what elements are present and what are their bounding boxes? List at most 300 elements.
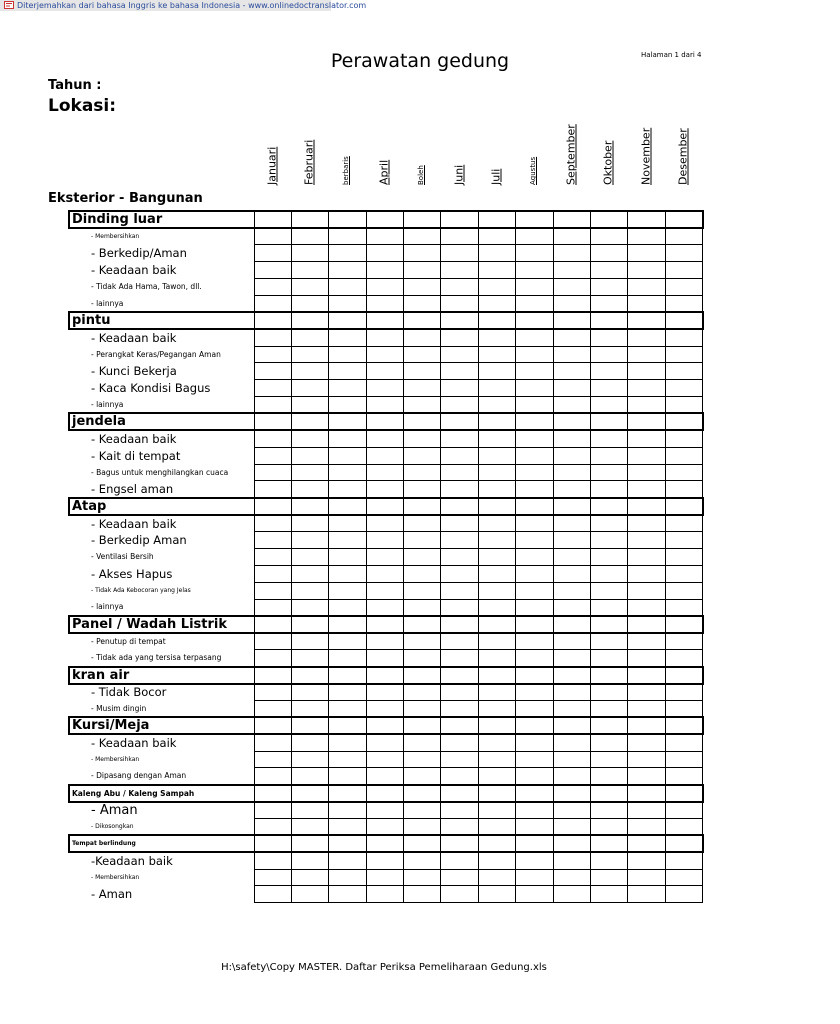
check-cell[interactable] xyxy=(628,363,665,380)
check-cell[interactable] xyxy=(366,464,403,481)
check-cell[interactable] xyxy=(591,532,628,549)
check-cell[interactable] xyxy=(329,599,366,616)
check-cell[interactable] xyxy=(441,515,478,532)
check-cell[interactable] xyxy=(366,751,403,768)
check-cell[interactable] xyxy=(254,346,291,363)
check-cell[interactable] xyxy=(366,599,403,616)
check-cell[interactable] xyxy=(553,380,590,397)
check-cell[interactable] xyxy=(553,869,590,886)
check-cell[interactable] xyxy=(516,312,553,329)
check-cell[interactable] xyxy=(366,886,403,903)
check-cell[interactable] xyxy=(291,245,328,262)
check-cell[interactable] xyxy=(254,498,291,515)
check-cell[interactable] xyxy=(291,430,328,447)
check-cell[interactable] xyxy=(329,886,366,903)
check-cell[interactable] xyxy=(516,616,553,633)
check-cell[interactable] xyxy=(329,380,366,397)
check-cell[interactable] xyxy=(591,447,628,464)
check-cell[interactable] xyxy=(591,633,628,650)
check-cell[interactable] xyxy=(366,245,403,262)
check-cell[interactable] xyxy=(628,295,665,312)
check-cell[interactable] xyxy=(478,262,515,279)
check-cell[interactable] xyxy=(665,515,702,532)
check-cell[interactable] xyxy=(404,211,441,228)
check-cell[interactable] xyxy=(404,329,441,346)
check-cell[interactable] xyxy=(665,633,702,650)
check-cell[interactable] xyxy=(441,869,478,886)
check-cell[interactable] xyxy=(478,430,515,447)
check-cell[interactable] xyxy=(254,245,291,262)
check-cell[interactable] xyxy=(366,312,403,329)
check-cell[interactable] xyxy=(291,380,328,397)
check-cell[interactable] xyxy=(478,768,515,785)
check-cell[interactable] xyxy=(591,481,628,498)
check-cell[interactable] xyxy=(665,886,702,903)
check-cell[interactable] xyxy=(329,279,366,296)
check-cell[interactable] xyxy=(291,228,328,245)
check-cell[interactable] xyxy=(478,549,515,566)
check-cell[interactable] xyxy=(591,380,628,397)
check-cell[interactable] xyxy=(628,481,665,498)
check-cell[interactable] xyxy=(628,413,665,430)
check-cell[interactable] xyxy=(553,633,590,650)
check-cell[interactable] xyxy=(665,211,702,228)
check-cell[interactable] xyxy=(516,397,553,414)
check-cell[interactable] xyxy=(628,312,665,329)
check-cell[interactable] xyxy=(404,245,441,262)
check-cell[interactable] xyxy=(516,599,553,616)
check-cell[interactable] xyxy=(628,869,665,886)
check-cell[interactable] xyxy=(665,498,702,515)
check-cell[interactable] xyxy=(591,802,628,819)
check-cell[interactable] xyxy=(553,667,590,684)
check-cell[interactable] xyxy=(404,734,441,751)
check-cell[interactable] xyxy=(516,447,553,464)
check-cell[interactable] xyxy=(628,211,665,228)
check-cell[interactable] xyxy=(254,312,291,329)
check-cell[interactable] xyxy=(291,633,328,650)
check-cell[interactable] xyxy=(366,262,403,279)
check-cell[interactable] xyxy=(478,498,515,515)
check-cell[interactable] xyxy=(404,549,441,566)
check-cell[interactable] xyxy=(254,228,291,245)
check-cell[interactable] xyxy=(516,582,553,599)
check-cell[interactable] xyxy=(591,211,628,228)
check-cell[interactable] xyxy=(441,312,478,329)
check-cell[interactable] xyxy=(441,852,478,869)
check-cell[interactable] xyxy=(404,802,441,819)
check-cell[interactable] xyxy=(628,515,665,532)
check-cell[interactable] xyxy=(553,802,590,819)
check-cell[interactable] xyxy=(553,397,590,414)
check-cell[interactable] xyxy=(478,279,515,296)
check-cell[interactable] xyxy=(628,700,665,717)
check-cell[interactable] xyxy=(591,295,628,312)
check-cell[interactable] xyxy=(404,295,441,312)
check-cell[interactable] xyxy=(516,700,553,717)
check-cell[interactable] xyxy=(665,565,702,582)
check-cell[interactable] xyxy=(516,717,553,734)
check-cell[interactable] xyxy=(329,211,366,228)
check-cell[interactable] xyxy=(516,329,553,346)
check-cell[interactable] xyxy=(665,430,702,447)
check-cell[interactable] xyxy=(628,818,665,835)
check-cell[interactable] xyxy=(665,363,702,380)
check-cell[interactable] xyxy=(665,413,702,430)
check-cell[interactable] xyxy=(478,667,515,684)
check-cell[interactable] xyxy=(291,565,328,582)
check-cell[interactable] xyxy=(366,295,403,312)
check-cell[interactable] xyxy=(254,886,291,903)
check-cell[interactable] xyxy=(366,734,403,751)
check-cell[interactable] xyxy=(628,852,665,869)
check-cell[interactable] xyxy=(478,886,515,903)
check-cell[interactable] xyxy=(291,329,328,346)
check-cell[interactable] xyxy=(516,650,553,667)
check-cell[interactable] xyxy=(553,413,590,430)
check-cell[interactable] xyxy=(591,262,628,279)
check-cell[interactable] xyxy=(441,498,478,515)
check-cell[interactable] xyxy=(366,818,403,835)
check-cell[interactable] xyxy=(291,751,328,768)
check-cell[interactable] xyxy=(404,262,441,279)
check-cell[interactable] xyxy=(516,886,553,903)
check-cell[interactable] xyxy=(254,700,291,717)
check-cell[interactable] xyxy=(553,481,590,498)
check-cell[interactable] xyxy=(329,329,366,346)
check-cell[interactable] xyxy=(553,464,590,481)
check-cell[interactable] xyxy=(291,447,328,464)
check-cell[interactable] xyxy=(628,245,665,262)
check-cell[interactable] xyxy=(329,802,366,819)
check-cell[interactable] xyxy=(441,346,478,363)
check-cell[interactable] xyxy=(553,852,590,869)
check-cell[interactable] xyxy=(591,515,628,532)
check-cell[interactable] xyxy=(591,869,628,886)
check-cell[interactable] xyxy=(665,869,702,886)
check-cell[interactable] xyxy=(366,498,403,515)
check-cell[interactable] xyxy=(478,751,515,768)
check-cell[interactable] xyxy=(404,785,441,802)
check-cell[interactable] xyxy=(366,565,403,582)
check-cell[interactable] xyxy=(665,346,702,363)
check-cell[interactable] xyxy=(254,667,291,684)
check-cell[interactable] xyxy=(441,650,478,667)
check-cell[interactable] xyxy=(478,245,515,262)
check-cell[interactable] xyxy=(553,245,590,262)
check-cell[interactable] xyxy=(366,667,403,684)
check-cell[interactable] xyxy=(665,700,702,717)
check-cell[interactable] xyxy=(291,768,328,785)
check-cell[interactable] xyxy=(665,684,702,701)
check-cell[interactable] xyxy=(516,279,553,296)
check-cell[interactable] xyxy=(329,633,366,650)
check-cell[interactable] xyxy=(254,852,291,869)
check-cell[interactable] xyxy=(366,532,403,549)
check-cell[interactable] xyxy=(628,464,665,481)
check-cell[interactable] xyxy=(441,599,478,616)
check-cell[interactable] xyxy=(478,346,515,363)
check-cell[interactable] xyxy=(404,312,441,329)
check-cell[interactable] xyxy=(254,532,291,549)
check-cell[interactable] xyxy=(516,245,553,262)
check-cell[interactable] xyxy=(516,549,553,566)
check-cell[interactable] xyxy=(254,650,291,667)
check-cell[interactable] xyxy=(516,346,553,363)
check-cell[interactable] xyxy=(441,734,478,751)
check-cell[interactable] xyxy=(329,549,366,566)
check-cell[interactable] xyxy=(441,295,478,312)
check-cell[interactable] xyxy=(516,734,553,751)
check-cell[interactable] xyxy=(441,667,478,684)
check-cell[interactable] xyxy=(254,464,291,481)
check-cell[interactable] xyxy=(366,211,403,228)
check-cell[interactable] xyxy=(628,802,665,819)
check-cell[interactable] xyxy=(366,279,403,296)
check-cell[interactable] xyxy=(366,650,403,667)
check-cell[interactable] xyxy=(291,464,328,481)
check-cell[interactable] xyxy=(628,498,665,515)
check-cell[interactable] xyxy=(665,667,702,684)
check-cell[interactable] xyxy=(291,717,328,734)
check-cell[interactable] xyxy=(404,852,441,869)
check-cell[interactable] xyxy=(404,886,441,903)
check-cell[interactable] xyxy=(516,684,553,701)
check-cell[interactable] xyxy=(591,684,628,701)
check-cell[interactable] xyxy=(516,785,553,802)
check-cell[interactable] xyxy=(291,363,328,380)
check-cell[interactable] xyxy=(291,869,328,886)
check-cell[interactable] xyxy=(516,565,553,582)
check-cell[interactable] xyxy=(329,397,366,414)
banner-text[interactable]: Diterjemahkan dari bahasa Inggris ke bahasa Indonesia - www.onlinedoctranslator.com xyxy=(17,1,367,10)
check-cell[interactable] xyxy=(478,464,515,481)
check-cell[interactable] xyxy=(553,295,590,312)
check-cell[interactable] xyxy=(404,684,441,701)
check-cell[interactable] xyxy=(254,717,291,734)
check-cell[interactable] xyxy=(441,633,478,650)
check-cell[interactable] xyxy=(254,397,291,414)
check-cell[interactable] xyxy=(291,295,328,312)
check-cell[interactable] xyxy=(291,481,328,498)
check-cell[interactable] xyxy=(665,532,702,549)
check-cell[interactable] xyxy=(404,430,441,447)
check-cell[interactable] xyxy=(404,616,441,633)
check-cell[interactable] xyxy=(553,684,590,701)
check-cell[interactable] xyxy=(329,346,366,363)
check-cell[interactable] xyxy=(366,785,403,802)
check-cell[interactable] xyxy=(404,498,441,515)
check-cell[interactable] xyxy=(665,295,702,312)
check-cell[interactable] xyxy=(516,363,553,380)
check-cell[interactable] xyxy=(478,633,515,650)
check-cell[interactable] xyxy=(628,616,665,633)
check-cell[interactable] xyxy=(329,700,366,717)
check-cell[interactable] xyxy=(665,734,702,751)
check-cell[interactable] xyxy=(254,835,291,852)
check-cell[interactable] xyxy=(291,818,328,835)
check-cell[interactable] xyxy=(366,481,403,498)
check-cell[interactable] xyxy=(628,380,665,397)
check-cell[interactable] xyxy=(516,211,553,228)
check-cell[interactable] xyxy=(404,532,441,549)
check-cell[interactable] xyxy=(628,717,665,734)
check-cell[interactable] xyxy=(441,768,478,785)
check-cell[interactable] xyxy=(478,684,515,701)
check-cell[interactable] xyxy=(591,228,628,245)
check-cell[interactable] xyxy=(591,397,628,414)
check-cell[interactable] xyxy=(591,650,628,667)
check-cell[interactable] xyxy=(516,751,553,768)
check-cell[interactable] xyxy=(591,279,628,296)
check-cell[interactable] xyxy=(478,717,515,734)
check-cell[interactable] xyxy=(291,734,328,751)
check-cell[interactable] xyxy=(329,464,366,481)
check-cell[interactable] xyxy=(478,582,515,599)
check-cell[interactable] xyxy=(329,869,366,886)
check-cell[interactable] xyxy=(329,295,366,312)
check-cell[interactable] xyxy=(254,549,291,566)
check-cell[interactable] xyxy=(553,734,590,751)
check-cell[interactable] xyxy=(591,413,628,430)
check-cell[interactable] xyxy=(291,211,328,228)
check-cell[interactable] xyxy=(628,768,665,785)
check-cell[interactable] xyxy=(366,397,403,414)
check-cell[interactable] xyxy=(665,481,702,498)
check-cell[interactable] xyxy=(591,835,628,852)
check-cell[interactable] xyxy=(628,329,665,346)
check-cell[interactable] xyxy=(516,633,553,650)
check-cell[interactable] xyxy=(254,481,291,498)
check-cell[interactable] xyxy=(404,515,441,532)
check-cell[interactable] xyxy=(254,413,291,430)
check-cell[interactable] xyxy=(291,397,328,414)
check-cell[interactable] xyxy=(441,380,478,397)
check-cell[interactable] xyxy=(254,818,291,835)
check-cell[interactable] xyxy=(591,245,628,262)
check-cell[interactable] xyxy=(553,430,590,447)
check-cell[interactable] xyxy=(628,684,665,701)
check-cell[interactable] xyxy=(553,785,590,802)
check-cell[interactable] xyxy=(329,245,366,262)
check-cell[interactable] xyxy=(404,447,441,464)
check-cell[interactable] xyxy=(254,262,291,279)
check-cell[interactable] xyxy=(254,515,291,532)
check-cell[interactable] xyxy=(254,430,291,447)
check-cell[interactable] xyxy=(441,481,478,498)
check-cell[interactable] xyxy=(329,684,366,701)
check-cell[interactable] xyxy=(366,549,403,566)
check-cell[interactable] xyxy=(553,447,590,464)
check-cell[interactable] xyxy=(553,751,590,768)
check-cell[interactable] xyxy=(404,279,441,296)
check-cell[interactable] xyxy=(591,717,628,734)
check-cell[interactable] xyxy=(478,599,515,616)
check-cell[interactable] xyxy=(628,228,665,245)
check-cell[interactable] xyxy=(254,329,291,346)
check-cell[interactable] xyxy=(478,802,515,819)
check-cell[interactable] xyxy=(441,565,478,582)
check-cell[interactable] xyxy=(366,582,403,599)
check-cell[interactable] xyxy=(516,869,553,886)
check-cell[interactable] xyxy=(591,734,628,751)
check-cell[interactable] xyxy=(591,329,628,346)
check-cell[interactable] xyxy=(665,397,702,414)
check-cell[interactable] xyxy=(329,768,366,785)
check-cell[interactable] xyxy=(591,700,628,717)
check-cell[interactable] xyxy=(516,295,553,312)
check-cell[interactable] xyxy=(329,498,366,515)
check-cell[interactable] xyxy=(591,785,628,802)
check-cell[interactable] xyxy=(441,329,478,346)
check-cell[interactable] xyxy=(478,852,515,869)
check-cell[interactable] xyxy=(366,228,403,245)
check-cell[interactable] xyxy=(291,262,328,279)
check-cell[interactable] xyxy=(478,818,515,835)
check-cell[interactable] xyxy=(291,532,328,549)
check-cell[interactable] xyxy=(404,835,441,852)
check-cell[interactable] xyxy=(291,599,328,616)
check-cell[interactable] xyxy=(291,549,328,566)
check-cell[interactable] xyxy=(665,852,702,869)
check-cell[interactable] xyxy=(591,363,628,380)
check-cell[interactable] xyxy=(553,565,590,582)
check-cell[interactable] xyxy=(628,397,665,414)
check-cell[interactable] xyxy=(329,835,366,852)
check-cell[interactable] xyxy=(665,228,702,245)
check-cell[interactable] xyxy=(553,717,590,734)
check-cell[interactable] xyxy=(329,532,366,549)
check-cell[interactable] xyxy=(665,616,702,633)
check-cell[interactable] xyxy=(591,886,628,903)
check-cell[interactable] xyxy=(553,549,590,566)
check-cell[interactable] xyxy=(291,684,328,701)
check-cell[interactable] xyxy=(441,532,478,549)
check-cell[interactable] xyxy=(329,430,366,447)
check-cell[interactable] xyxy=(478,515,515,532)
check-cell[interactable] xyxy=(628,279,665,296)
check-cell[interactable] xyxy=(628,650,665,667)
check-cell[interactable] xyxy=(441,397,478,414)
check-cell[interactable] xyxy=(478,380,515,397)
check-cell[interactable] xyxy=(254,363,291,380)
check-cell[interactable] xyxy=(254,768,291,785)
check-cell[interactable] xyxy=(516,852,553,869)
check-cell[interactable] xyxy=(291,835,328,852)
check-cell[interactable] xyxy=(478,835,515,852)
check-cell[interactable] xyxy=(329,447,366,464)
check-cell[interactable] xyxy=(291,346,328,363)
check-cell[interactable] xyxy=(404,481,441,498)
check-cell[interactable] xyxy=(553,835,590,852)
check-cell[interactable] xyxy=(366,768,403,785)
check-cell[interactable] xyxy=(329,751,366,768)
check-cell[interactable] xyxy=(516,464,553,481)
check-cell[interactable] xyxy=(404,397,441,414)
check-cell[interactable] xyxy=(553,312,590,329)
check-cell[interactable] xyxy=(404,464,441,481)
check-cell[interactable] xyxy=(441,464,478,481)
check-cell[interactable] xyxy=(665,802,702,819)
check-cell[interactable] xyxy=(404,565,441,582)
check-cell[interactable] xyxy=(553,616,590,633)
check-cell[interactable] xyxy=(329,363,366,380)
check-cell[interactable] xyxy=(628,785,665,802)
check-cell[interactable] xyxy=(665,599,702,616)
check-cell[interactable] xyxy=(665,549,702,566)
check-cell[interactable] xyxy=(366,380,403,397)
check-cell[interactable] xyxy=(553,886,590,903)
